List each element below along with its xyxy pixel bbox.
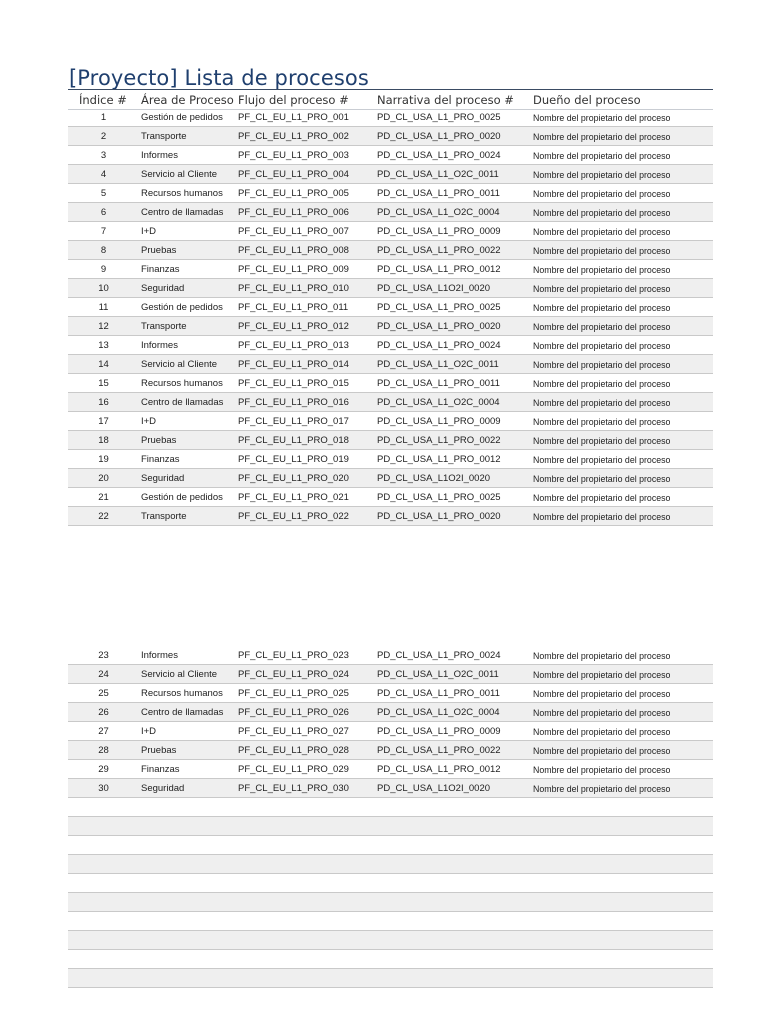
cell-index: 4	[100, 169, 107, 180]
cell-area: Seguridad	[141, 473, 185, 484]
table-row	[68, 203, 713, 222]
cell-area: Seguridad	[141, 283, 185, 294]
cell-owner: Nombre del propietario del proceso	[533, 189, 671, 199]
cell-area: Transporte	[141, 511, 187, 522]
cell-area: Pruebas	[141, 245, 177, 256]
cell-flujo: PF_CL_EU_L1_PRO_009	[238, 264, 349, 275]
cell-index: 30	[98, 783, 109, 794]
cell-index: 6	[100, 207, 107, 218]
cell-narrativa: PD_CL_USA_L1_PRO_0012	[377, 454, 501, 465]
cell-flujo: PF_CL_EU_L1_PRO_014	[238, 359, 349, 370]
cell-owner: Nombre del propietario del proceso	[533, 455, 671, 465]
cell-flujo: PF_CL_EU_L1_PRO_030	[238, 783, 349, 794]
cell-narrativa: PD_CL_USA_L1_PRO_0012	[377, 764, 501, 775]
cell-area: Finanzas	[141, 264, 180, 275]
cell-index: 11	[98, 302, 109, 313]
cell-area: Gestión de pedidos	[141, 302, 223, 313]
cell-area: Informes	[141, 650, 178, 661]
cell-owner: Nombre del propietario del proceso	[533, 341, 671, 351]
cell-narrativa: PD_CL_USA_L1_PRO_0020	[377, 131, 501, 142]
table-row	[68, 741, 713, 760]
cell-index: 2	[100, 131, 107, 142]
cell-owner: Nombre del propietario del proceso	[533, 727, 671, 737]
header-flujo: Flujo del proceso #	[238, 93, 349, 107]
cell-narrativa: PD_CL_USA_L1O2I_0020	[377, 283, 491, 294]
empty-row	[68, 836, 713, 855]
cell-flujo: PF_CL_EU_L1_PRO_018	[238, 435, 349, 446]
table-row	[68, 260, 713, 279]
table-row	[68, 779, 713, 798]
cell-index: 10	[98, 283, 109, 294]
cell-index: 24	[98, 669, 109, 680]
cell-narrativa: PD_CL_USA_L1O2I_0020	[377, 473, 491, 484]
cell-area: Finanzas	[141, 454, 180, 465]
cell-owner: Nombre del propietario del proceso	[533, 113, 671, 123]
cell-index: 21	[98, 492, 109, 503]
cell-narrativa: PD_CL_USA_L1_PRO_0024	[377, 150, 501, 161]
cell-area: Recursos humanos	[141, 688, 223, 699]
table-row	[68, 665, 713, 684]
cell-owner: Nombre del propietario del proceso	[533, 765, 671, 775]
cell-area: Gestión de pedidos	[141, 112, 223, 123]
cell-owner: Nombre del propietario del proceso	[533, 670, 671, 680]
cell-index: 20	[98, 473, 109, 484]
cell-flujo: PF_CL_EU_L1_PRO_006	[238, 207, 349, 218]
cell-index: 9	[100, 264, 107, 275]
cell-index: 22	[98, 511, 109, 522]
cell-owner: Nombre del propietario del proceso	[533, 708, 671, 718]
cell-area: Centro de llamadas	[141, 207, 224, 218]
table-row	[68, 684, 713, 703]
table-row	[68, 184, 713, 203]
cell-flujo: PF_CL_EU_L1_PRO_010	[238, 283, 349, 294]
cell-narrativa: PD_CL_USA_L1_PRO_0022	[377, 245, 501, 256]
cell-owner: Nombre del propietario del proceso	[533, 265, 671, 275]
cell-owner: Nombre del propietario del proceso	[533, 784, 671, 794]
table-row	[68, 165, 713, 184]
cell-narrativa: PD_CL_USA_L1_PRO_0009	[377, 726, 501, 737]
cell-index: 14	[98, 359, 109, 370]
cell-owner: Nombre del propietario del proceso	[533, 651, 671, 661]
cell-owner: Nombre del propietario del proceso	[533, 379, 671, 389]
cell-flujo: PF_CL_EU_L1_PRO_019	[238, 454, 349, 465]
cell-flujo: PF_CL_EU_L1_PRO_020	[238, 473, 349, 484]
cell-index: 23	[98, 650, 109, 661]
empty-row	[68, 969, 713, 988]
cell-owner: Nombre del propietario del proceso	[533, 417, 671, 427]
cell-index: 26	[98, 707, 109, 718]
cell-flujo: PF_CL_EU_L1_PRO_025	[238, 688, 349, 699]
table-row	[68, 507, 713, 526]
table-row	[68, 412, 713, 431]
cell-flujo: PF_CL_EU_L1_PRO_002	[238, 131, 349, 142]
cell-owner: Nombre del propietario del proceso	[533, 170, 671, 180]
empty-row	[68, 893, 713, 912]
cell-owner: Nombre del propietario del proceso	[533, 474, 671, 484]
cell-narrativa: PD_CL_USA_L1_PRO_0024	[377, 650, 501, 661]
table-row	[68, 374, 713, 393]
cell-flujo: PF_CL_EU_L1_PRO_005	[238, 188, 349, 199]
process-table-page-1	[68, 108, 713, 526]
cell-narrativa: PD_CL_USA_L1_O2C_0004	[377, 207, 500, 218]
cell-narrativa: PD_CL_USA_L1_PRO_0025	[377, 112, 501, 123]
table-row	[68, 722, 713, 741]
table-row	[68, 469, 713, 488]
cell-narrativa: PD_CL_USA_L1_PRO_0022	[377, 435, 501, 446]
cell-narrativa: PD_CL_USA_L1_PRO_0022	[377, 745, 501, 756]
cell-owner: Nombre del propietario del proceso	[533, 322, 671, 332]
cell-owner: Nombre del propietario del proceso	[533, 246, 671, 256]
cell-index: 5	[100, 188, 107, 199]
table-header	[68, 89, 713, 110]
table-row	[68, 279, 713, 298]
cell-index: 17	[98, 416, 109, 427]
cell-area: Informes	[141, 340, 178, 351]
cell-owner: Nombre del propietario del proceso	[533, 303, 671, 313]
cell-flujo: PF_CL_EU_L1_PRO_016	[238, 397, 349, 408]
cell-index: 3	[100, 150, 107, 161]
cell-owner: Nombre del propietario del proceso	[533, 746, 671, 756]
cell-area: Informes	[141, 150, 178, 161]
cell-flujo: PF_CL_EU_L1_PRO_004	[238, 169, 349, 180]
table-row	[68, 450, 713, 469]
cell-index: 7	[100, 226, 107, 237]
table-row	[68, 760, 713, 779]
cell-narrativa: PD_CL_USA_L1_PRO_0011	[377, 188, 500, 199]
cell-flujo: PF_CL_EU_L1_PRO_029	[238, 764, 349, 775]
table-row	[68, 241, 713, 260]
cell-index: 29	[98, 764, 109, 775]
table-row	[68, 146, 713, 165]
cell-flujo: PF_CL_EU_L1_PRO_012	[238, 321, 349, 332]
cell-flujo: PF_CL_EU_L1_PRO_015	[238, 378, 349, 389]
cell-narrativa: PD_CL_USA_L1_O2C_0011	[377, 169, 499, 180]
cell-narrativa: PD_CL_USA_L1_PRO_0009	[377, 416, 501, 427]
cell-narrativa: PD_CL_USA_L1O2I_0020	[377, 783, 491, 794]
cell-narrativa: PD_CL_USA_L1_PRO_0020	[377, 321, 501, 332]
cell-narrativa: PD_CL_USA_L1_PRO_0011	[377, 378, 500, 389]
table-row	[68, 393, 713, 412]
table-row	[68, 108, 713, 127]
empty-row	[68, 874, 713, 893]
cell-area: I+D	[141, 416, 157, 427]
cell-flujo: PF_CL_EU_L1_PRO_017	[238, 416, 349, 427]
header-index: Índice #	[79, 93, 127, 107]
empty-row	[68, 817, 713, 836]
cell-flujo: PF_CL_EU_L1_PRO_011	[238, 302, 349, 313]
cell-owner: Nombre del propietario del proceso	[533, 436, 671, 446]
cell-flujo: PF_CL_EU_L1_PRO_007	[238, 226, 349, 237]
cell-area: Servicio al Cliente	[141, 359, 218, 370]
cell-narrativa: PD_CL_USA_L1_PRO_0011	[377, 688, 500, 699]
cell-flujo: PF_CL_EU_L1_PRO_028	[238, 745, 349, 756]
cell-index: 13	[98, 340, 109, 351]
cell-area: Recursos humanos	[141, 188, 223, 199]
cell-area: Servicio al Cliente	[141, 669, 218, 680]
cell-flujo: PF_CL_EU_L1_PRO_001	[238, 112, 349, 123]
cell-index: 25	[98, 688, 109, 699]
cell-index: 15	[98, 378, 109, 389]
cell-owner: Nombre del propietario del proceso	[533, 208, 671, 218]
cell-area: Servicio al Cliente	[141, 169, 218, 180]
table-row	[68, 222, 713, 241]
cell-area: Transporte	[141, 131, 187, 142]
empty-row	[68, 950, 713, 969]
table-row	[68, 703, 713, 722]
cell-area: Pruebas	[141, 745, 177, 756]
cell-narrativa: PD_CL_USA_L1_O2C_0011	[377, 669, 499, 680]
empty-row	[68, 931, 713, 950]
cell-flujo: PF_CL_EU_L1_PRO_008	[238, 245, 349, 256]
cell-narrativa: PD_CL_USA_L1_PRO_0025	[377, 302, 501, 313]
empty-row	[68, 798, 713, 817]
cell-index: 28	[98, 745, 109, 756]
cell-flujo: PF_CL_EU_L1_PRO_003	[238, 150, 349, 161]
page-title: [Proyecto] Lista de procesos	[69, 66, 369, 90]
table-row	[68, 336, 713, 355]
cell-narrativa: PD_CL_USA_L1_O2C_0004	[377, 707, 500, 718]
cell-area: Centro de llamadas	[141, 397, 224, 408]
empty-row	[68, 912, 713, 931]
cell-area: Pruebas	[141, 435, 177, 446]
cell-area: Seguridad	[141, 783, 185, 794]
table-row	[68, 488, 713, 507]
table-row	[68, 431, 713, 450]
cell-owner: Nombre del propietario del proceso	[533, 689, 671, 699]
cell-owner: Nombre del propietario del proceso	[533, 360, 671, 370]
cell-area: Recursos humanos	[141, 378, 223, 389]
header-narrativa: Narrativa del proceso #	[377, 93, 514, 107]
table-row	[68, 127, 713, 146]
cell-owner: Nombre del propietario del proceso	[533, 284, 671, 294]
cell-owner: Nombre del propietario del proceso	[533, 132, 671, 142]
cell-narrativa: PD_CL_USA_L1_PRO_0025	[377, 492, 501, 503]
table-row	[68, 298, 713, 317]
cell-owner: Nombre del propietario del proceso	[533, 512, 671, 522]
cell-owner: Nombre del propietario del proceso	[533, 227, 671, 237]
cell-narrativa: PD_CL_USA_L1_PRO_0024	[377, 340, 501, 351]
cell-narrativa: PD_CL_USA_L1_O2C_0004	[377, 397, 500, 408]
empty-row	[68, 855, 713, 874]
cell-flujo: PF_CL_EU_L1_PRO_026	[238, 707, 349, 718]
cell-flujo: PF_CL_EU_L1_PRO_022	[238, 511, 349, 522]
cell-narrativa: PD_CL_USA_L1_O2C_0011	[377, 359, 499, 370]
cell-area: Centro de llamadas	[141, 707, 224, 718]
cell-area: Gestión de pedidos	[141, 492, 223, 503]
empty-rows	[68, 798, 713, 988]
cell-flujo: PF_CL_EU_L1_PRO_024	[238, 669, 349, 680]
cell-flujo: PF_CL_EU_L1_PRO_023	[238, 650, 349, 661]
table-row	[68, 317, 713, 336]
cell-narrativa: PD_CL_USA_L1_PRO_0012	[377, 264, 501, 275]
cell-index: 19	[98, 454, 109, 465]
cell-index: 1	[100, 112, 107, 123]
cell-owner: Nombre del propietario del proceso	[533, 151, 671, 161]
cell-flujo: PF_CL_EU_L1_PRO_021	[238, 492, 349, 503]
cell-area: Transporte	[141, 321, 187, 332]
cell-owner: Nombre del propietario del proceso	[533, 493, 671, 503]
cell-index: 16	[98, 397, 109, 408]
cell-index: 8	[100, 245, 107, 256]
cell-flujo: PF_CL_EU_L1_PRO_027	[238, 726, 349, 737]
table-row	[68, 646, 713, 665]
cell-area: I+D	[141, 226, 157, 237]
cell-owner: Nombre del propietario del proceso	[533, 398, 671, 408]
cell-narrativa: PD_CL_USA_L1_PRO_0020	[377, 511, 501, 522]
cell-area: Finanzas	[141, 764, 180, 775]
header-owner: Dueño del proceso	[533, 93, 641, 107]
process-table-page-2	[68, 646, 713, 798]
cell-area: I+D	[141, 726, 157, 737]
cell-index: 12	[98, 321, 109, 332]
cell-flujo: PF_CL_EU_L1_PRO_013	[238, 340, 349, 351]
cell-index: 18	[98, 435, 109, 446]
cell-narrativa: PD_CL_USA_L1_PRO_0009	[377, 226, 501, 237]
table-row	[68, 355, 713, 374]
header-area: Área de Proceso	[141, 93, 234, 107]
cell-index: 27	[98, 726, 109, 737]
